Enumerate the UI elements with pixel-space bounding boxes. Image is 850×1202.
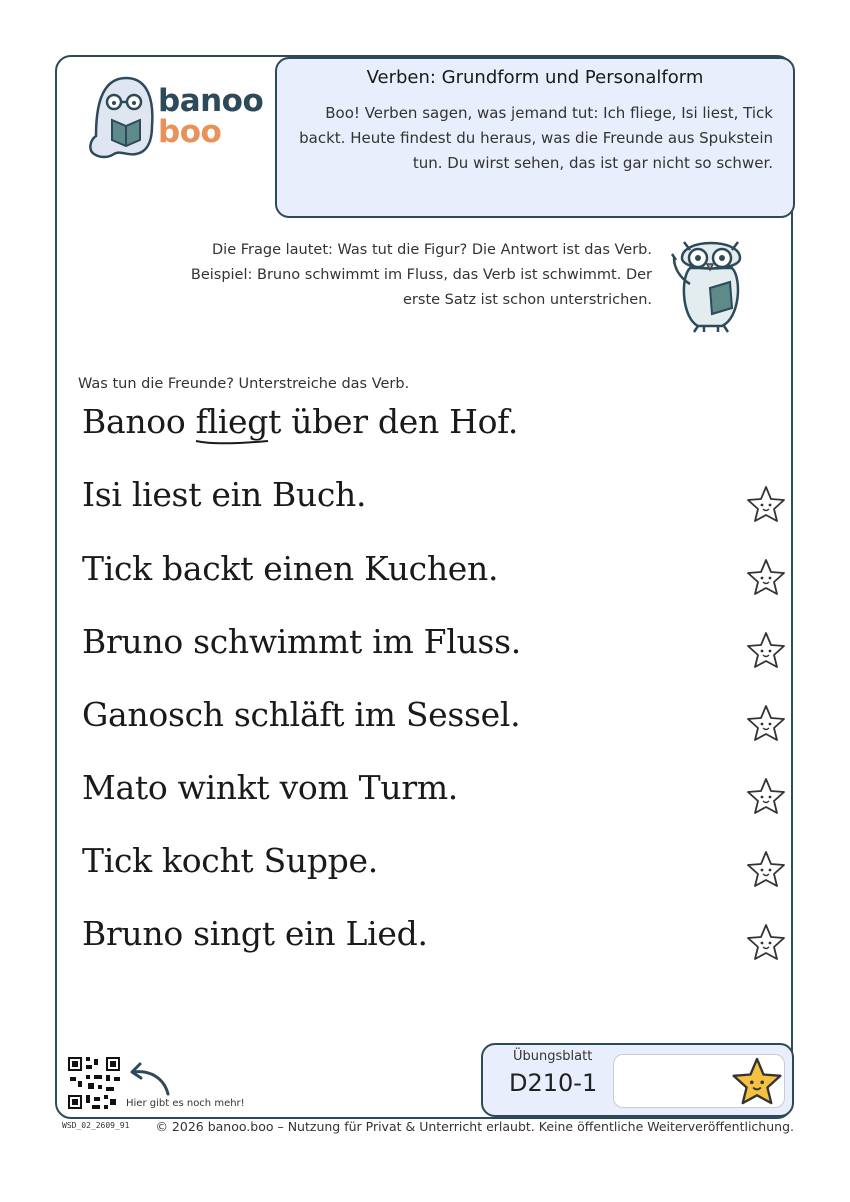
sentence-5[interactable]: Mato winkt vom Turm.: [82, 768, 458, 807]
owl-teacher-icon: [660, 228, 760, 338]
example-verb: [196, 402, 281, 441]
qr-caption: Hier gibt es noch mehr!: [126, 1098, 245, 1109]
example-before: Banoo: [82, 402, 196, 441]
sheet-id: D210-1: [509, 1069, 598, 1097]
star-face-icon[interactable]: [746, 850, 786, 888]
intro-text: Boo! Verben sagen, was jemand tut: Ich fliege, Isi liest, Tick backt. Heute findest du heraus, was die Freunde aus Spukstein tun. Du wirst sehen, das ist gar nicht so schwer.: [299, 104, 773, 172]
star-face-icon[interactable]: [746, 558, 786, 596]
sentence-1[interactable]: Isi liest ein Buch.: [82, 475, 367, 514]
underline-mark: [194, 437, 270, 447]
example-verb-text: fliegt: [195, 402, 282, 441]
star-face-icon[interactable]: [746, 777, 786, 815]
page-title: Verben: Grundform und Personalform: [366, 67, 704, 88]
copyright-text: © 2026 banoo.boo – Nutzung für Privat & Unterricht erlaubt. Keine öffentliche Weiterveröffentlichung.: [155, 1119, 794, 1134]
brand-line-2: boo: [158, 114, 222, 150]
document-code: WSD_02_2609_91: [62, 1121, 130, 1130]
sentence-4[interactable]: Ganosch schläft im Sessel.: [82, 695, 521, 734]
sentence-7[interactable]: Bruno singt ein Lied.: [82, 914, 428, 953]
example-sentence: [82, 402, 518, 441]
qr-code-icon[interactable]: [66, 1055, 122, 1111]
star-face-icon: [731, 1055, 783, 1107]
curved-arrow-icon: [124, 1060, 180, 1100]
sentence-6[interactable]: Tick kocht Suppe.: [82, 841, 378, 880]
star-face-icon[interactable]: [746, 923, 786, 961]
sheet-label: Übungsblatt: [513, 1049, 593, 1064]
example-after: über den Hof.: [281, 402, 519, 441]
sentence-2[interactable]: Tick backt einen Kuchen.: [82, 549, 499, 588]
star-face-icon[interactable]: [746, 631, 786, 669]
hint-text: [160, 238, 652, 313]
brand-line-1: banoo: [158, 83, 264, 119]
task-instruction: Was tun die Freunde? Unterstreiche das Verb.: [78, 376, 410, 392]
hint-line: erste Satz ist schon unterstrichen.: [403, 292, 652, 308]
star-face-icon[interactable]: [746, 704, 786, 742]
star-face-icon[interactable]: [746, 485, 786, 523]
header-box: [275, 57, 795, 218]
sentence-3[interactable]: Bruno schwimmt im Fluss.: [82, 622, 521, 661]
hint-line: Die Frage lautet: Was tut die Figur? Die Antwort ist das Verb.: [212, 242, 652, 258]
hint-line: Beispiel: Bruno schwimmt im Fluss, das Verb ist schwimmt. Der: [190, 267, 652, 283]
brand-logo: [158, 83, 264, 150]
sheet-id-box: [481, 1043, 794, 1117]
